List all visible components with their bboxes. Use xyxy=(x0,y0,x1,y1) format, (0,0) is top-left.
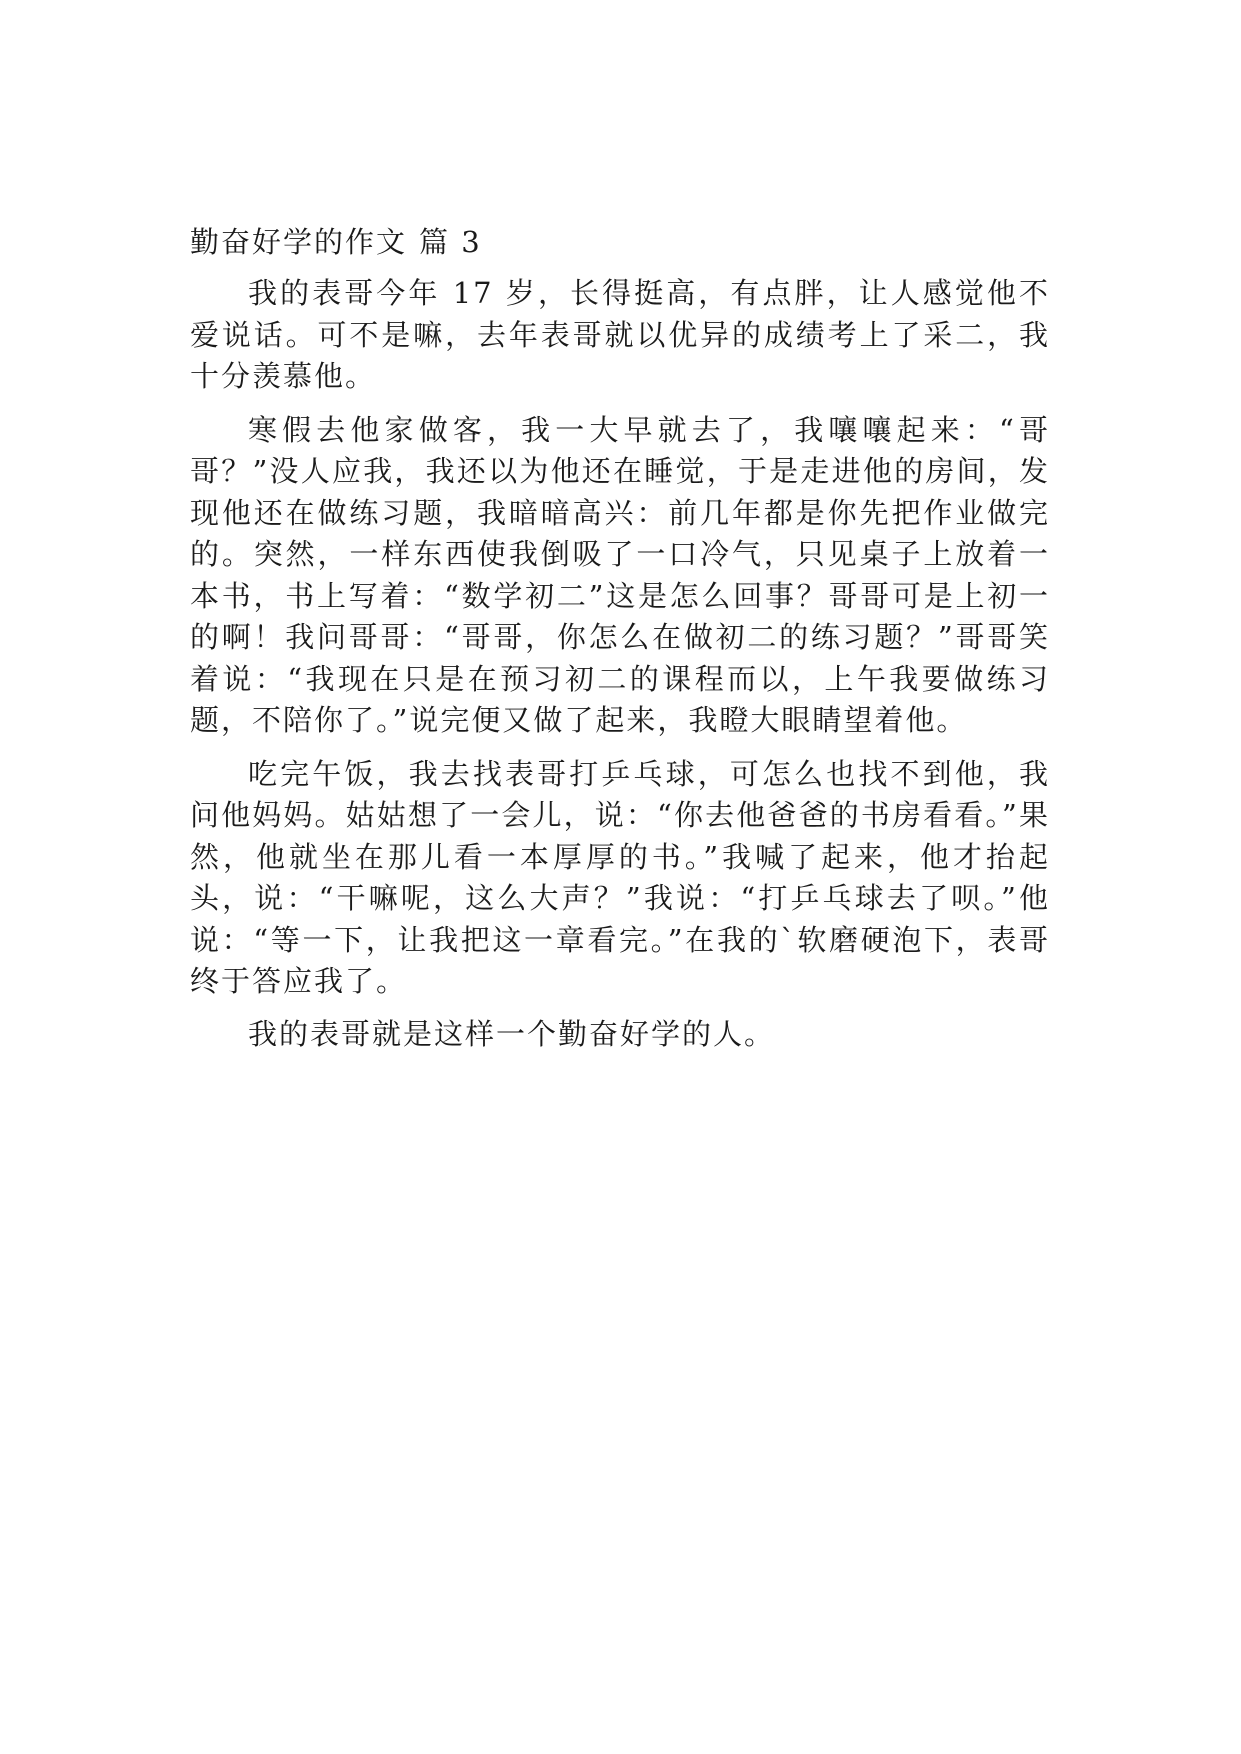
paragraph-1: 我的表哥今年 17 岁，长得挺高，有点胖，让人感觉他不爱说话。可不是嘛，去年表哥就以优异的成绩考上了采二，我十分羡慕他。 xyxy=(190,276,1050,394)
document-body xyxy=(190,222,1050,1068)
section-label: 篇 3 xyxy=(419,225,482,259)
paragraph-2: 寒假去他家做客，我一大早就去了，我嚷嚷起来：“哥哥？”没人应我，我还以为他还在睡觉，于是走进他的房间，发现他还在做练习题，我暗暗高兴：前几年都是你先把作业做完的。突然，一样东西使我倒吸了一口冷气，只见桌子上放着一本书，书上写着：“数学初二”这是怎么回事？哥哥可是上初一的啊！我问哥哥：“哥哥，你怎么在做初二的练习题？”哥哥笑着说：“我现在只是在预习初二的课程而以，上午我要做练习题，不陪你了。”说完便又做了起来，我瞪大眼睛望着他。 xyxy=(190,412,1050,738)
document-title xyxy=(190,222,1050,263)
paragraph-3: 吃完午饭，我去找表哥打乒乓球，可怎么也找不到他，我问他妈妈。姑姑想了一会儿，说：“你去他爸爸的书房看看。”果然，他就坐在那儿看一本厚厚的书。”我喊了起来，他才抬起头，说：“干嘛呢，这么大声？”我说：“打乒乓球去了呗。”他说：“等一下，让我把这一章看完。”在我的`软磨硬泡下，表哥终于答应我了。 xyxy=(190,756,1050,998)
paragraph-4: 我的表哥就是这样一个勤奋好学的人。 xyxy=(248,1017,776,1052)
title-text: 勤奋好学的作文 xyxy=(190,225,408,259)
